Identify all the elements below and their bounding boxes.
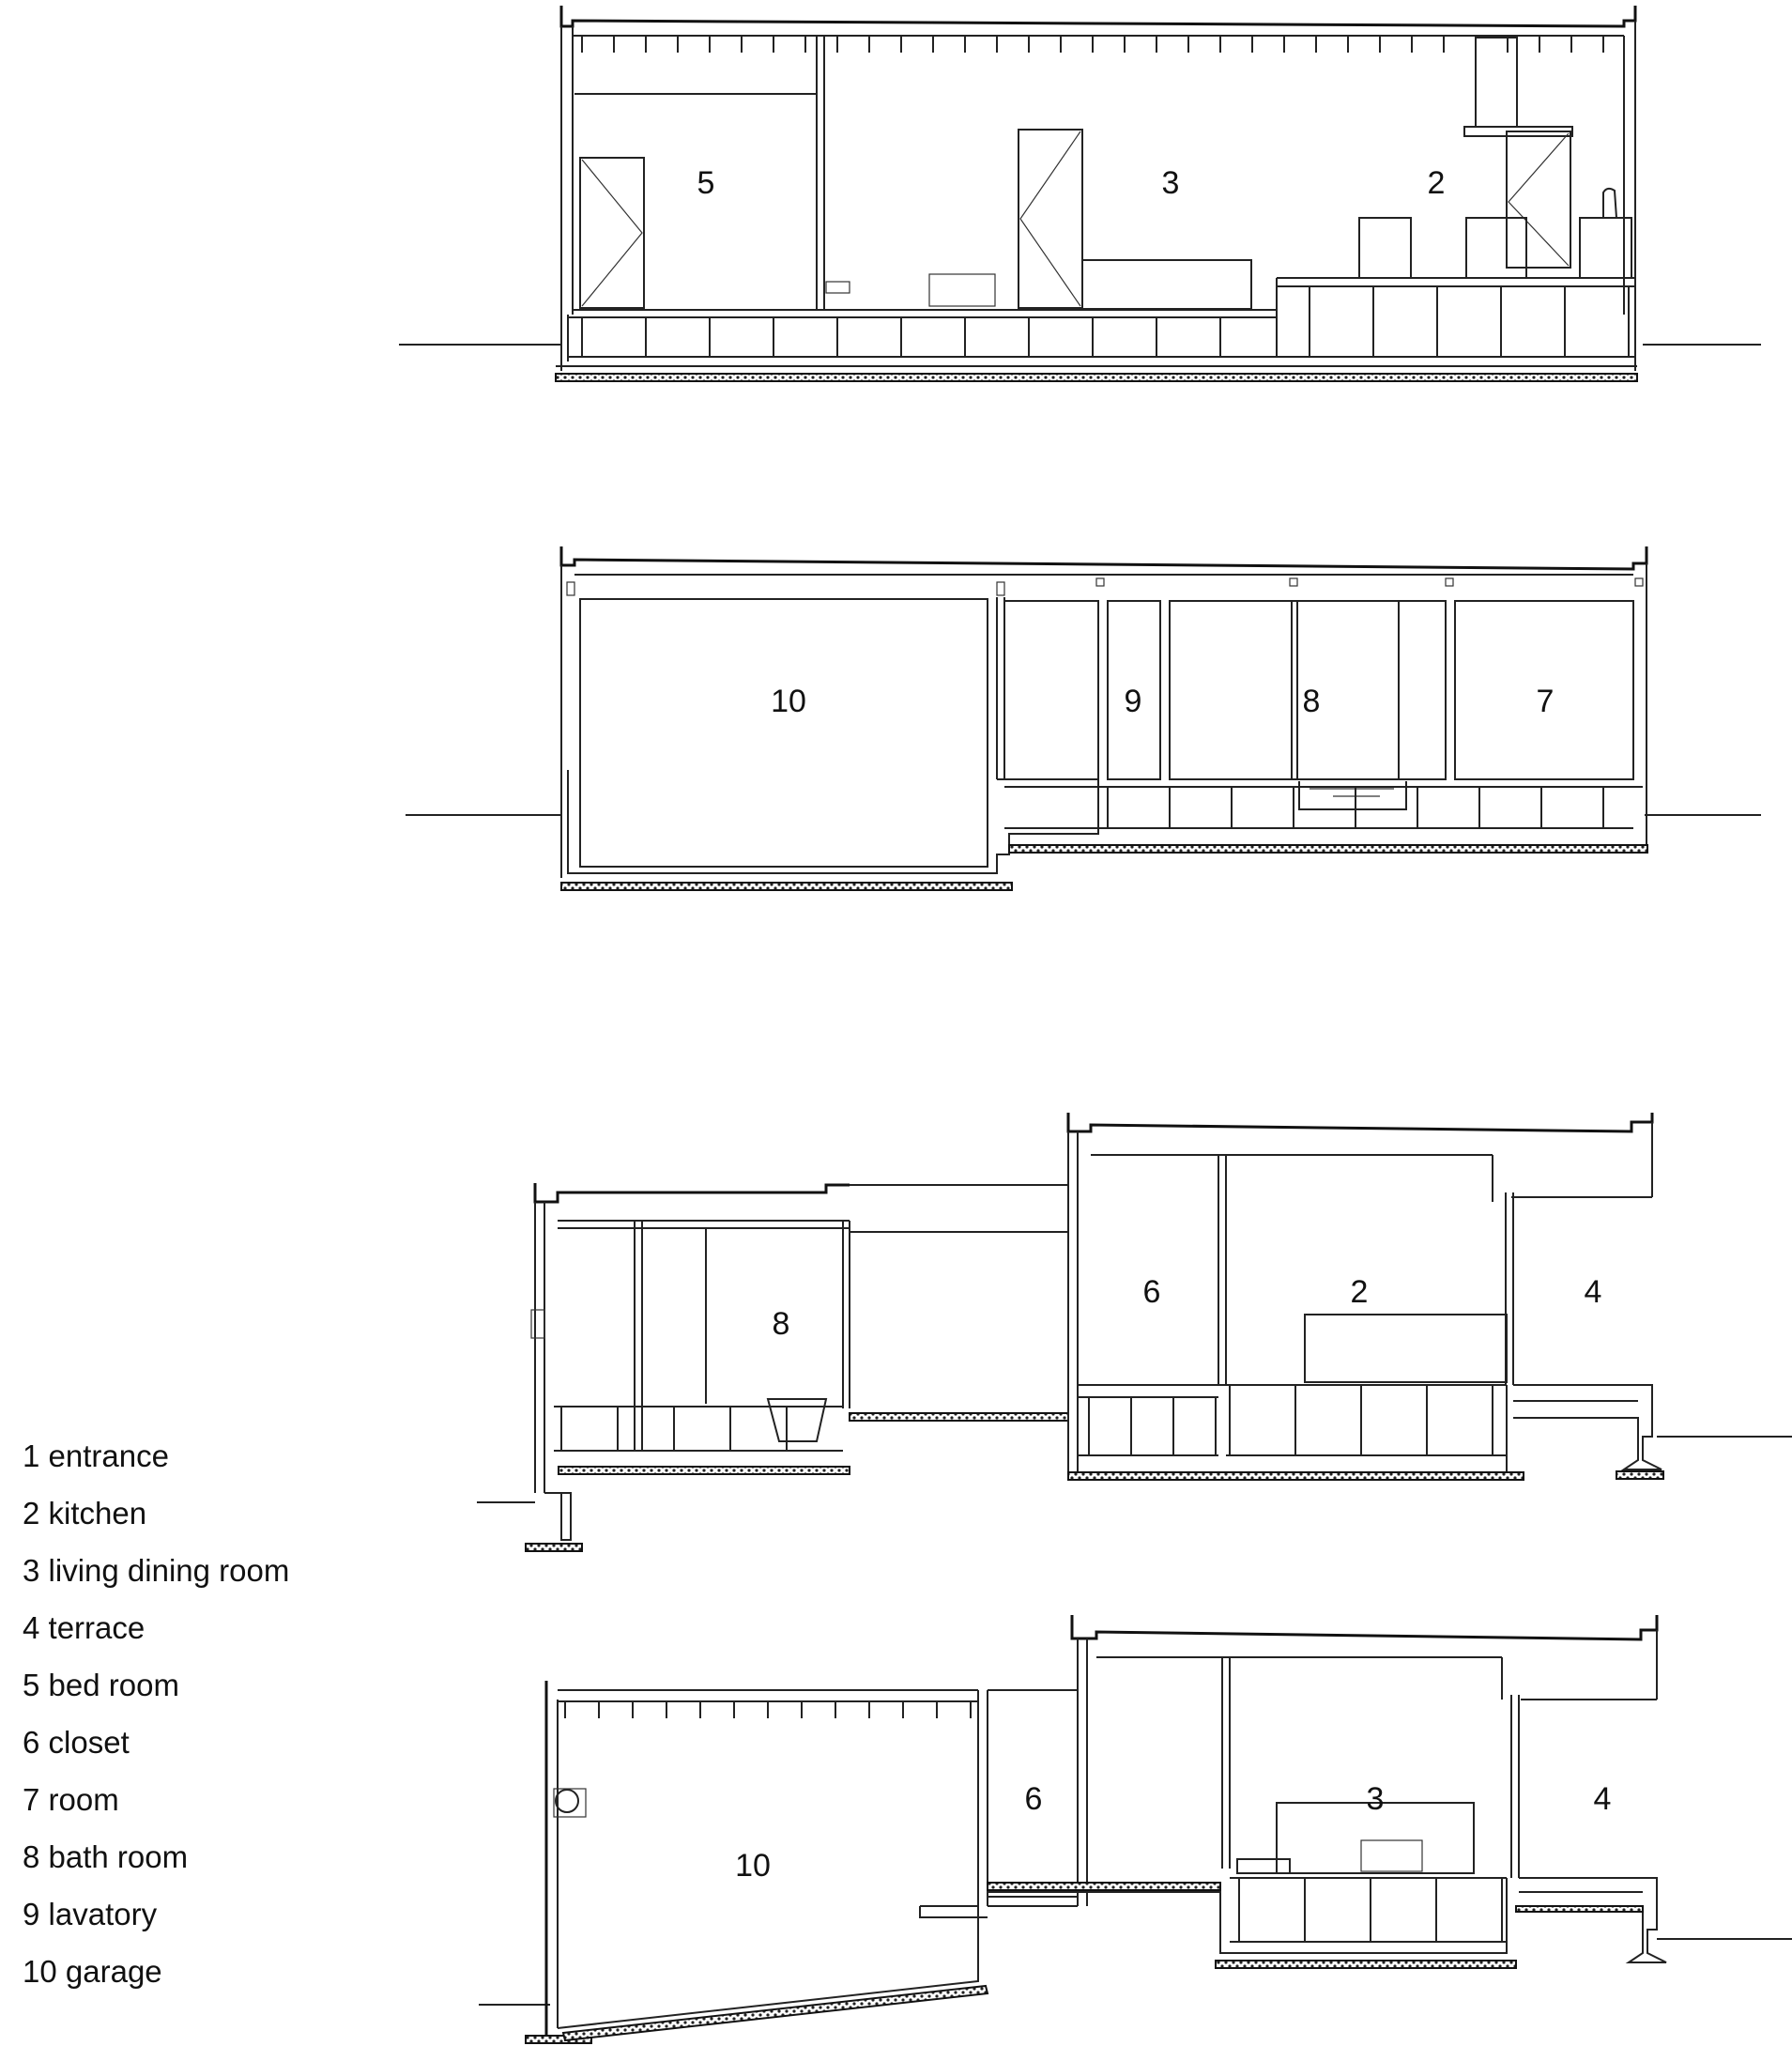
section-b-room-label-4: 7 [1536,684,1555,719]
section-b [406,546,1761,890]
legend-item [23,1714,289,1771]
section-d-room-label-2: 10 [735,1848,771,1884]
legend-label: bed room [48,1668,179,1702]
legend-number: 7 [23,1782,40,1817]
section-c-room-label-1: 8 [772,1306,790,1342]
section-c [477,1113,1792,1551]
legend-label: garage [65,1954,162,1989]
section-d-room-label-4: 4 [1593,1781,1612,1817]
section-d-room-label-3: 3 [1366,1781,1385,1817]
section-b-room-label-3: 8 [1302,684,1321,719]
legend-number: 6 [23,1725,40,1760]
legend-label: room [48,1782,119,1817]
legend-number: 10 [23,1954,57,1989]
legend-label: entrance [48,1438,169,1473]
legend-item [23,1542,289,1599]
section-d [479,1615,1792,2043]
legend-label: terrace [48,1610,146,1645]
legend-label: living dining room [48,1553,290,1588]
section-c-room-label-4: 4 [1584,1274,1602,1310]
section-a-room-label-3: 2 [1427,165,1446,201]
legend-number: 1 [23,1438,40,1473]
legend-label: closet [48,1725,130,1760]
legend-number: 9 [23,1897,40,1931]
section-b-room-label-2: 9 [1124,684,1142,719]
legend-item [23,1771,289,1828]
legend-item [23,1599,289,1656]
legend-number: 4 [23,1610,40,1645]
legend-number: 3 [23,1553,40,1588]
legend-item [23,1885,289,1943]
legend-item [23,1427,289,1485]
section-b-room-label-1: 10 [771,684,806,719]
legend-number: 5 [23,1668,40,1702]
legend-item [23,1943,289,2000]
legend-number: 8 [23,1839,40,1874]
legend-label: kitchen [48,1496,147,1531]
section-a-room-label-2: 3 [1161,165,1180,201]
room-legend [23,1427,289,2000]
legend-item [23,1828,289,1885]
section-c-room-label-2: 6 [1142,1274,1161,1310]
legend-number: 2 [23,1496,40,1531]
section-d-room-label-1: 6 [1024,1781,1043,1817]
legend-item [23,1656,289,1714]
legend-item [23,1485,289,1542]
section-c-room-label-3: 2 [1350,1274,1369,1310]
section-a [399,6,1761,381]
legend-label: bath room [48,1839,189,1874]
section-a-room-label-1: 5 [697,165,715,201]
legend-label: lavatory [48,1897,158,1931]
